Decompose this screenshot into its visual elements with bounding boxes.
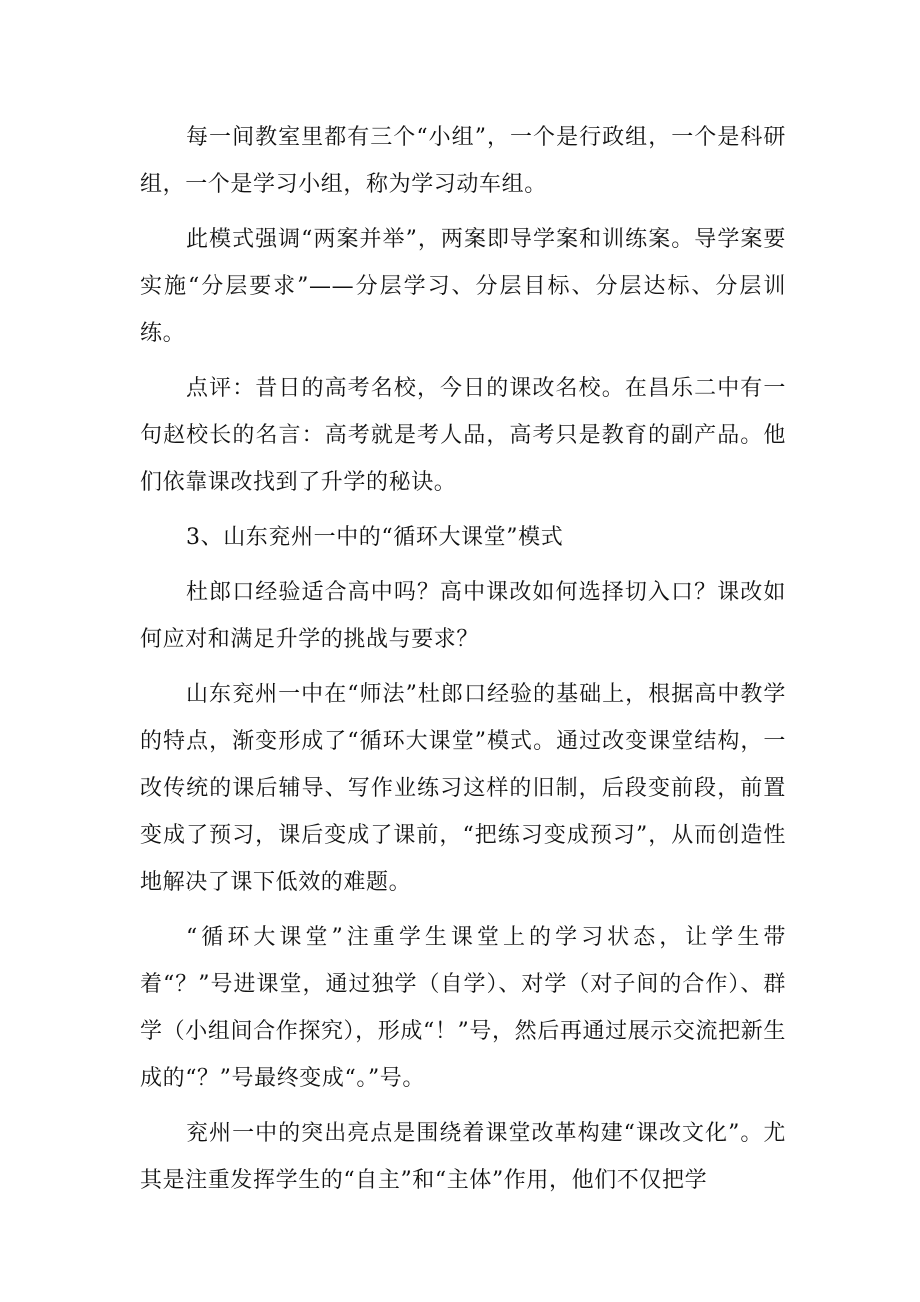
section-heading: 3、山东兖州一中的“循环大课堂”模式 [186, 525, 564, 550]
paragraph-classroom-cycle: “循环大课堂”注重学生课堂上的学习状态，让学生带着“？”号进课堂，通过独学（自学）、对学（对子间的合作）、群学（小组间合作探究），形成“！”号，然后再通过展示交流把新生成的“？”号最终变成“。”号。 [140, 925, 786, 1091]
paragraph-culture: 兖州一中的突出亮点是围绕着课堂改革构建“课改文化”。尤其是注重发挥学生的“自主”和“主体”作用，他们不仅把学 [140, 1121, 786, 1193]
paragraph-commentary: 点评：昔日的高考名校，今日的课改名校。在昌乐二中有一句赵校长的名言：高考就是考人品，高考只是教育的副产品。他们依靠课改找到了升学的秘诀。 [140, 376, 786, 495]
paragraph-yanzhou-model: 山东兖州一中在“师法”杜郎口经验的基础上，根据高中教学的特点，渐变形成了“循环大课堂”模式。通过改变课堂结构，一改传统的课后辅导、写作业练习这样的旧制，后段变前段，前置变成了预习，课后变成了课前，“把练习变成预习”，从而创造性地解决了课下低效的难题。 [140, 682, 786, 895]
paragraph-questions: 杜郎口经验适合高中吗？高中课改如何选择切入口？课改如何应对和满足升学的挑战与要求？ [140, 580, 786, 652]
paragraph-groups: 每一间教室里都有三个“小组”，一个是行政组，一个是科研组，一个是学习小组，称为学习动车组。 [140, 125, 786, 197]
paragraph-two-plans: 此模式强调“两案并举”，两案即导学案和训练案。导学案要实施“分层要求”——分层学习、分层目标、分层达标、分层训练。 [140, 227, 786, 346]
